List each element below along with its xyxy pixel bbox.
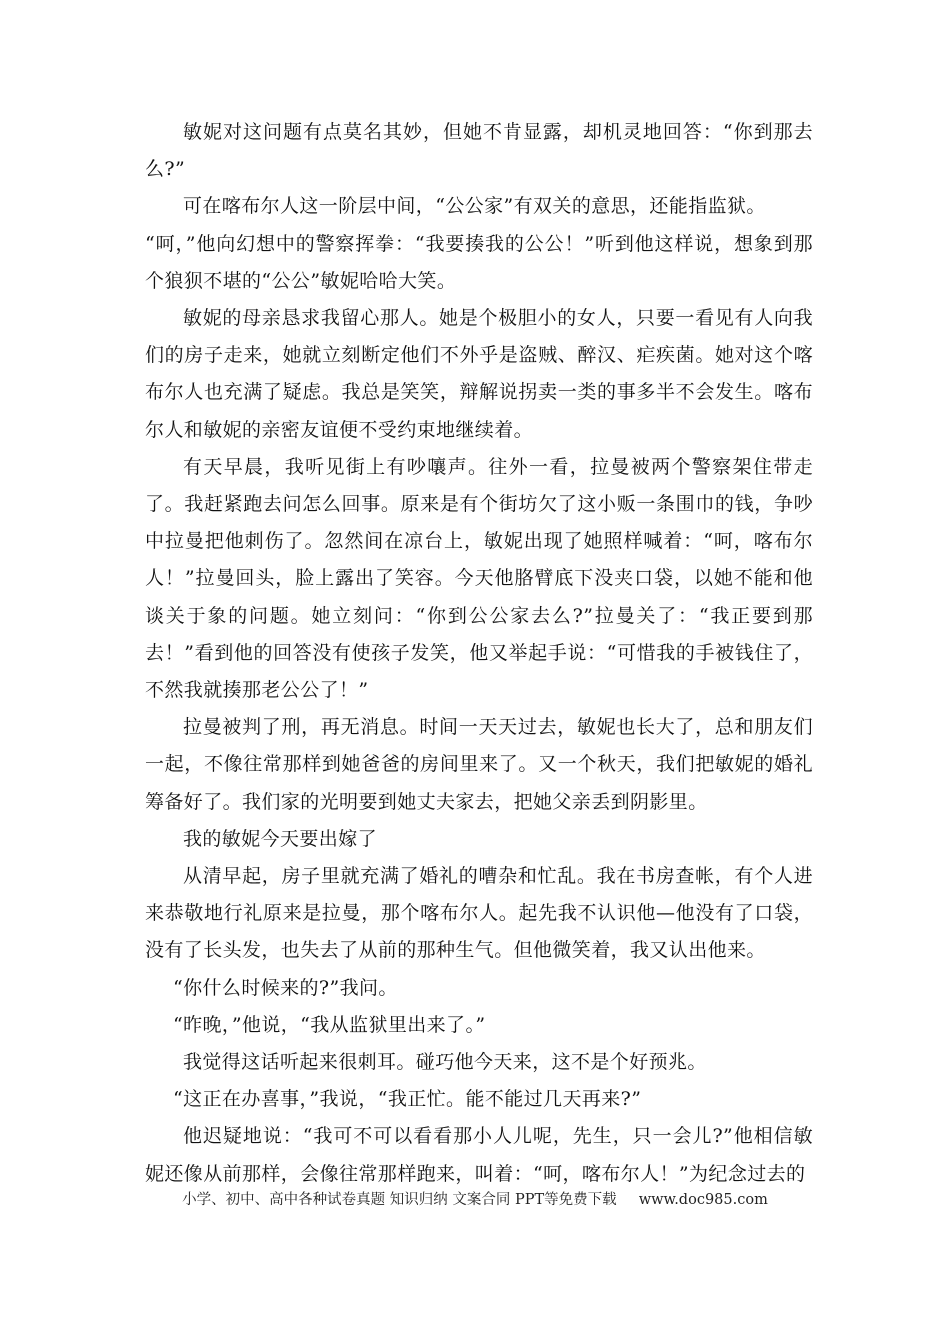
paragraph-6: 拉曼被判了刑，再无消息。时间一天天过去，敏妮也长大了，总和朋友们一起，不像往常那样到她爸爸的房间里来了。又一个秋天，我们把敏妮的婚礼筹备好了。我们家的光明要到她丈夫家去，把她父亲丢到阴影里。 <box>145 716 813 813</box>
footer-text: 小学、初中、高中各种试卷真题 知识归纳 文案合同 PPT等免费下载 <box>182 1192 617 1208</box>
paragraph-2: 可在喀布尔人这一阶层中间，“公公家”有双关的意思，还能指监狱。 <box>183 195 766 218</box>
paragraph-7: 我的敏妮今天要出嫁了 <box>183 827 378 850</box>
paragraph-9: “你什么时候来的?”我问。 <box>173 976 398 999</box>
paragraph-8: 从清早起，房子里就充满了婚礼的嘈杂和忙乱。我在书房查帐，有个人进来恭敬地行礼原来是拉曼，那个喀布尔人。起先我不认识他—他没有了口袋，没有了长头发，也失去了从前的那种生气。但他微笑着，我又认出他来。 <box>145 865 813 962</box>
paragraph-11: 我觉得这话听起来很刺耳。碰巧他今天来，这不是个好预兆。 <box>183 1051 707 1074</box>
body-text <box>145 114 813 1193</box>
paragraph-13: 他迟疑地说：“我可不可以看看那小人儿呢，先生，只一会儿?”他相信敏妮还像从前那样，会像往常那样跑来，叫着：“呵，喀布尔人！”为纪念过去的 <box>145 1125 813 1185</box>
paragraph-10: “昨晚，”他说，“我从监狱里出来了。” <box>173 1013 486 1036</box>
paragraph-5: 有天早晨，我听见街上有吵嚷声。往外一看，拉曼被两个警察架住带走了。我赶紧跑去问怎么回事。原来是有个街坊欠了这小贩一条围巾的钱，争吵中拉曼把他刺伤了。忽然间在凉台上，敏妮出现了她照样喊着：“呵，喀布尔人！”拉曼回头，脸上露出了笑容。今天他胳臂底下没夹口袋，以她不能和他谈关于象的问题。她立刻问：“你到公公家去么?”拉曼关了：“我正要到那去！”看到他的回答没有使孩子发笑，他又举起手说：“可惜我的手被钱住了，不然我就揍那老公公了！” <box>145 455 813 702</box>
paragraph-12: “这正在办喜事，”我说，“我正忙。能不能过几天再来?” <box>173 1088 642 1111</box>
page-footer <box>0 1190 950 1210</box>
paragraph-3: “呵，”他向幻想中的警察挥拳：“我要揍我的公公！”听到他这样说，想象到那个狼狈不堪的“公公”敏妮哈哈大笑。 <box>145 232 813 292</box>
paragraph-1: 敏妮对这问题有点莫名其妙，但她不肯显露，却机灵地回答：“你到那去么?” <box>145 121 813 181</box>
paragraph-4: 敏妮的母亲恳求我留心那人。她是个极胆小的女人，只要一看见有人向我们的房子走来，她就立刻断定他们不外乎是盗贼、醉汉、疟疾菌。她对这个喀布尔人也充满了疑虑。我总是笑笑，辩解说拐卖一类的事多半不会发生。喀布尔人和敏妮的亲密友谊便不受约束地继续着。 <box>145 307 813 441</box>
footer-site: www.doc985.com <box>638 1192 768 1208</box>
